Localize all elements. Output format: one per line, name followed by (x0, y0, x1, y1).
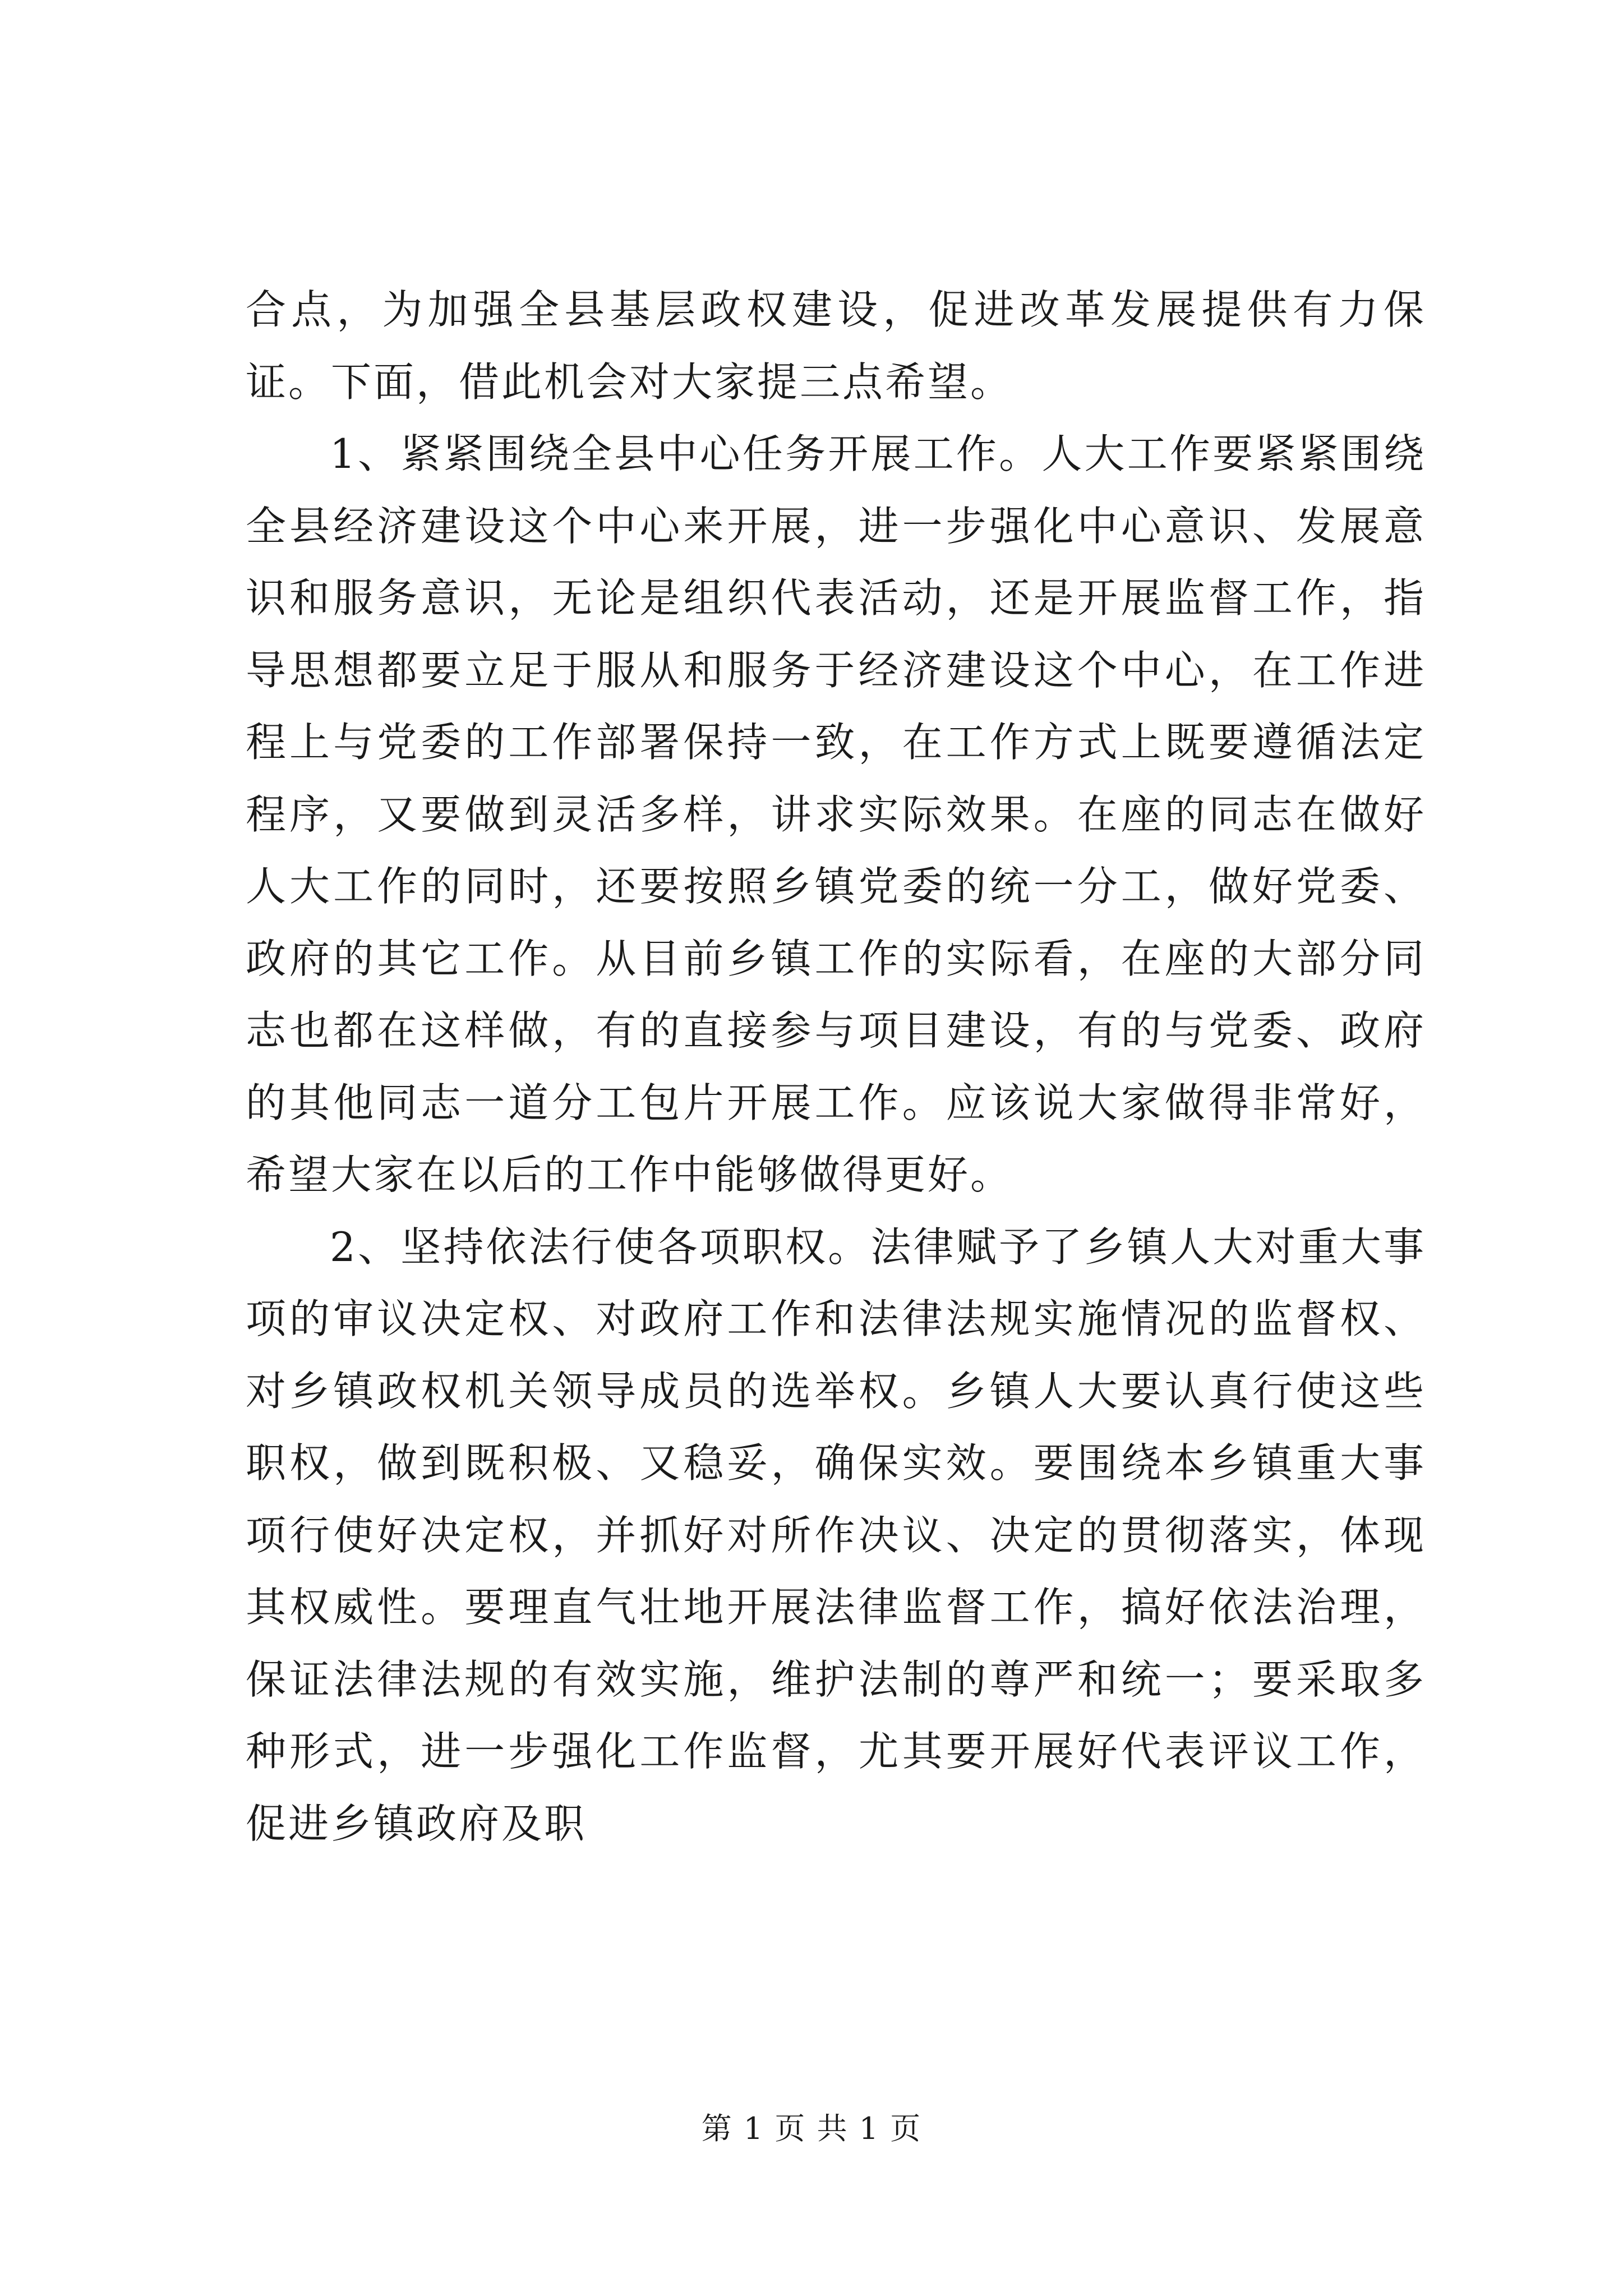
paragraph-continuation: 合点，为加强全县基层政权建设，促进改革发展提供有力保证。下面，借此机会对大家提三点希望。 (246, 286, 1426, 406)
page-footer: 第 1 页 共 1 页 (701, 2111, 922, 2146)
document-body (246, 274, 1426, 1860)
paragraph-point-2: 2、坚持依法行使各项职权。法律赋予了乡镇人大对重大事项的审议决定权、对政府工作和法律法规实施情况的监督权、对乡镇政权机关领导成员的选举权。乡镇人大要认真行使这些职权，做到既积极、又稳妥，确保实效。要围绕本乡镇重大事项行使好决定权，并抓好对所作决议、决定的贯彻落实，体现其权威性。要理直气壮地开展法律监督工作，搞好依法治理，保证法律法规的有效实施，维护法制的尊严和统一；要采取多种形式，进一步强化工作监督，尤其要开展好代表评议工作，促进乡镇政府及职 (246, 1223, 1426, 1847)
paragraph-point-1: 1、紧紧围绕全县中心任务开展工作。人大工作要紧紧围绕全县经济建设这个中心来开展，进一步强化中心意识、发展意识和服务意识，无论是组织代表活动，还是开展监督工作，指导思想都要立足于服从和服务于经济建设这个中心，在工作进程上与党委的工作部署保持一致，在工作方式上既要遵循法定程序，又要做到灵活多样，讲求实际效果。在座的同志在做好人大工作的同时，还要按照乡镇党委的统一分工，做好党委、政府的其它工作。从目前乡镇工作的实际看，在座的大部分同志也都在这样做，有的直接参与项目建设，有的与党委、政府的其他同志一道分工包片开展工作。应该说大家做得非常好，希望大家在以后的工作中能够做得更好。 (246, 430, 1426, 1198)
